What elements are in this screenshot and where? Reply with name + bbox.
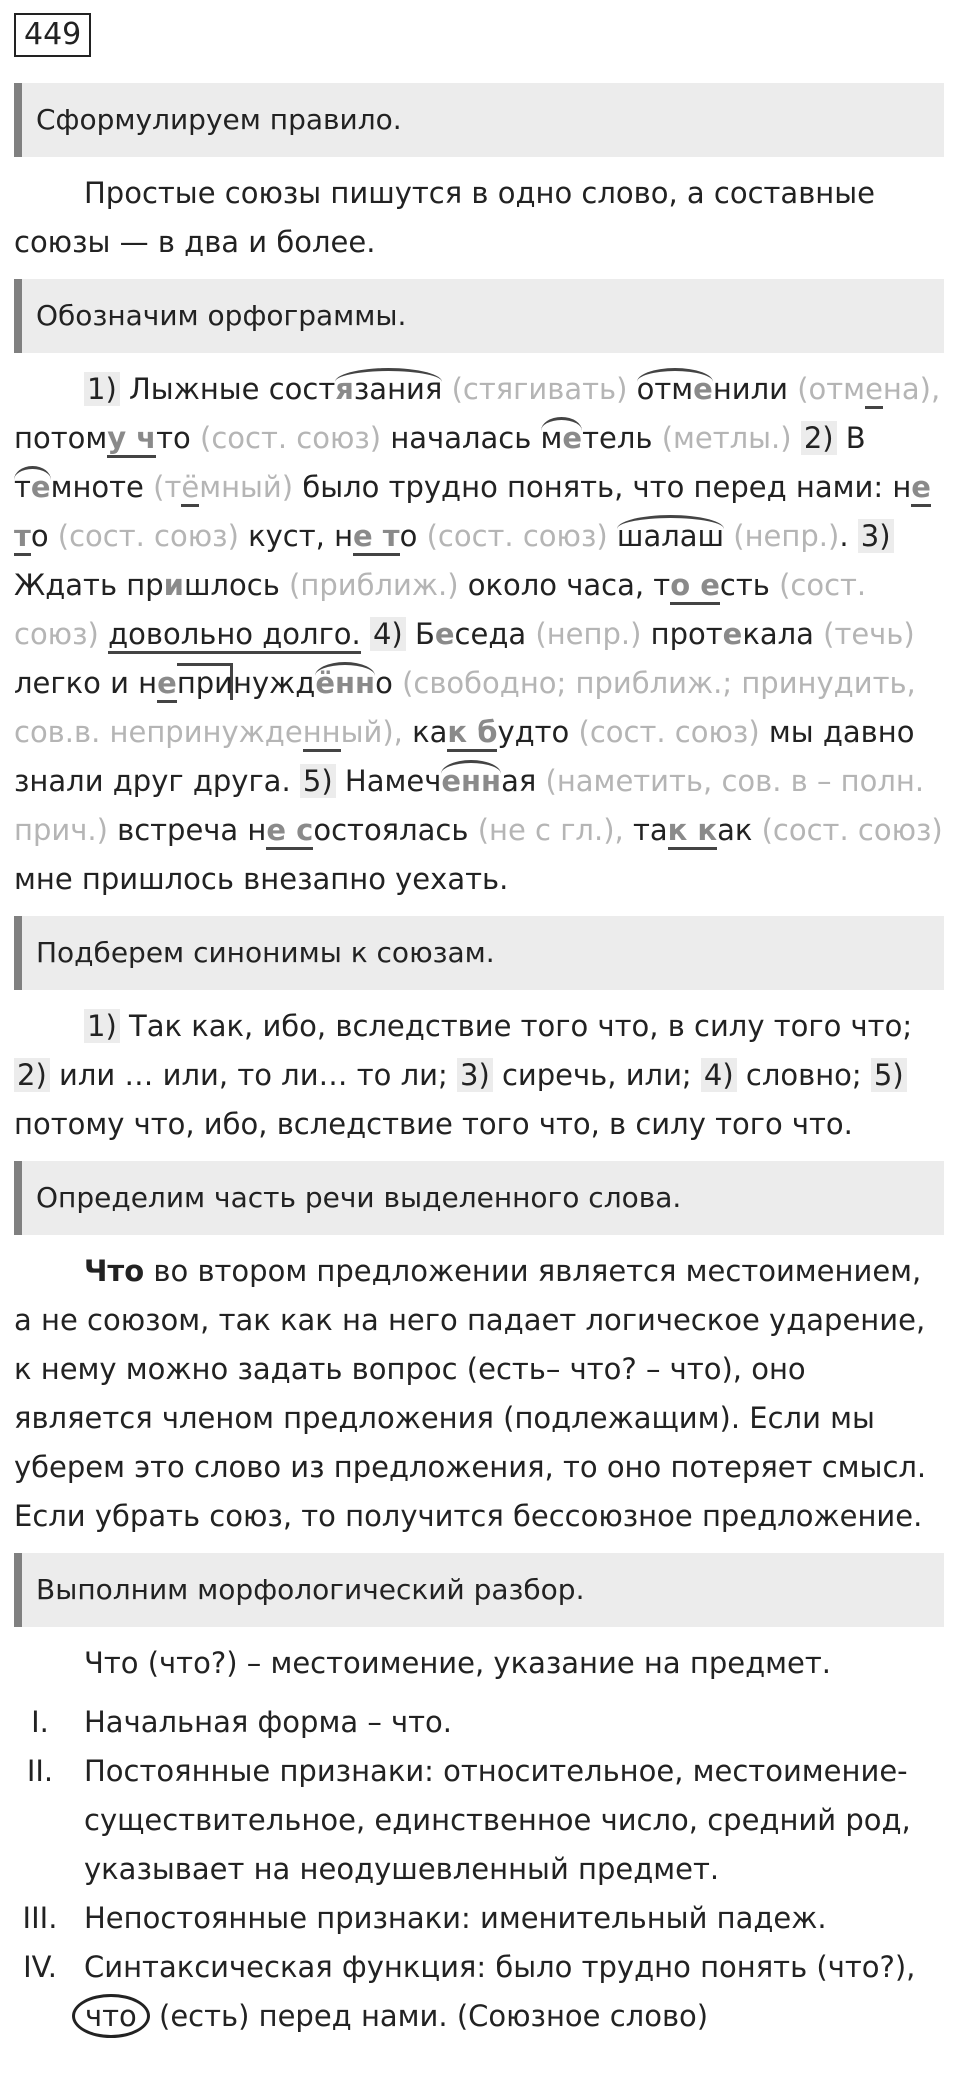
word-part: потом — [14, 421, 108, 455]
hint: (сост. союз) — [200, 421, 382, 455]
section-ortho-title: Обозначим орфограммы. — [14, 279, 944, 353]
morph-item — [14, 1943, 944, 2041]
root-mark — [637, 368, 713, 406]
morph-item-text: Непостоянные признаки: именительный падеж. — [84, 1901, 827, 1935]
word: началась — [390, 421, 532, 455]
hint-part: (т — [153, 470, 182, 504]
word-part: м — [540, 421, 563, 455]
hint — [110, 715, 403, 752]
hint: (непр.) — [733, 519, 840, 553]
hint: (течь) — [823, 617, 915, 651]
morph-item — [14, 1894, 944, 1943]
text: довольно долго. — [108, 617, 361, 654]
pos-explanation: во втором предложении является местоимением, а не союзом, так как на него падает логическое ударение, к нему можно задать вопрос (есть– что? – что), оно является членом предложения (подлежащим). Если мы уберем это слово из предложения, то оно потеряет смысл. Если убрать союз, то получится бессоюзное предложение. — [14, 1254, 927, 1533]
hint-part: на), — [882, 372, 941, 406]
morph-intro: Что (что?) – местоимение, указание на предмет. — [84, 1646, 831, 1680]
word-part: отм — [636, 372, 694, 406]
orthogram-letter: т — [14, 519, 31, 556]
hint: (стягивать) — [451, 372, 628, 406]
word-part: о — [375, 666, 393, 700]
word-part: н — [247, 813, 267, 847]
root-mark — [14, 466, 51, 504]
circled-word: что — [72, 1994, 150, 2038]
root-mark — [541, 417, 583, 455]
word-part: Б — [414, 617, 435, 651]
word-part: ак — [717, 813, 753, 847]
synonym-group: Так как, ибо, вследствие того что, в силу того что; — [128, 1009, 913, 1043]
section-synonyms-title: Подберем синонимы к союзам. — [14, 916, 944, 990]
hint-letter: ё — [181, 470, 199, 507]
hint-part: непринужде — [109, 715, 303, 749]
roman-numeral: IV. — [23, 1950, 57, 1984]
rule-text: Простые союзы пишутся в одно слово, а составные союзы — в два и более. — [14, 176, 875, 259]
word-part: о — [399, 519, 418, 553]
word-part: седа — [454, 617, 527, 651]
morph-list — [14, 1698, 944, 2041]
word-part: тель — [582, 421, 653, 455]
synonym-group: словно; — [745, 1058, 862, 1092]
word-part: остоялась — [313, 813, 469, 847]
roman-numeral: II. — [26, 1754, 54, 1788]
hint: (не с гл.), — [477, 813, 624, 847]
word-part: Лыжные сост — [128, 372, 336, 406]
hint: (сост. союз) — [578, 715, 760, 749]
text: мы давно знали друг друга. — [14, 715, 915, 798]
orthogram-letter: и — [163, 568, 184, 602]
word-part: Намеч — [344, 764, 442, 798]
word-part: зания — [353, 372, 443, 406]
text: мне пришлось внезапно уехать. — [14, 862, 509, 896]
orthogram-letter: е — [434, 617, 455, 651]
sentence-number: 2) — [14, 1058, 50, 1092]
page — [14, 10, 944, 2041]
orthogram-letter: е — [562, 421, 583, 455]
orthogram-letter: ённ — [315, 662, 375, 700]
word-part: та — [632, 813, 668, 847]
orthogram-letter: к к — [668, 813, 717, 850]
hint: (сост. союз) — [761, 813, 943, 847]
orthogram-letter: е — [441, 764, 461, 798]
hint-letter: е — [865, 372, 883, 409]
prefix-mark: при — [177, 663, 233, 700]
word-part: ая — [501, 764, 537, 798]
sentence-number: 5) — [871, 1058, 907, 1092]
hint: (метлы.) — [661, 421, 792, 455]
word-part: мноте — [50, 470, 144, 504]
word-part: ка — [412, 715, 448, 749]
orthogram-letter: о е — [670, 568, 720, 605]
section-rule-title: Сформулируем правило. — [14, 83, 944, 157]
orthogram-letter: нн — [461, 764, 502, 798]
orthogram-letter: е — [30, 470, 51, 504]
hint-part: ый), — [340, 715, 403, 749]
root-mark: шалаш — [617, 515, 724, 553]
morph-item-text: (есть) перед нами. (Союзное слово) — [159, 1999, 709, 2033]
word-part: удто — [497, 715, 570, 749]
section-pos-title: Определим часть речи выделенного слова. — [14, 1161, 944, 1235]
word-part: то — [156, 421, 191, 455]
orthogram-letter: е с — [266, 813, 313, 850]
pos-text — [14, 1247, 944, 1541]
text: шлось — [183, 568, 280, 602]
hint: (сост. союз) — [14, 568, 867, 651]
orthogram-letter: е — [722, 617, 743, 651]
sentence-number: 4) — [701, 1058, 737, 1092]
morph-item — [14, 1698, 944, 1747]
hint: (свободно; приближ.; принудить, сов.в. — [14, 666, 916, 749]
morph-item-text: Синтаксическая функция: было трудно понять (что?), — [84, 1950, 916, 1984]
text: около часа, — [467, 568, 645, 602]
synonyms-text — [14, 1002, 944, 1149]
task-number: 449 — [14, 13, 91, 57]
roman-numeral: I. — [31, 1705, 49, 1739]
root-mark — [441, 760, 501, 798]
text: встреча — [117, 813, 239, 847]
morph-item-text: Начальная форма – что. — [84, 1705, 453, 1739]
text: куст, — [248, 519, 325, 553]
word-part: нили — [712, 372, 789, 406]
word-part: т — [14, 470, 31, 504]
word-part: н — [334, 519, 354, 553]
word-part: кала — [742, 617, 814, 651]
orthogram-letter: е — [693, 372, 713, 406]
hint: (непр.) — [535, 617, 642, 651]
word-part: о — [30, 519, 49, 553]
word-part: нужд — [233, 666, 316, 700]
orthogram-letter: у ч — [107, 421, 156, 458]
hint — [153, 470, 293, 507]
word-part: т — [653, 568, 671, 602]
morph-item-text: Постоянные признаки: относительное, местоимение-существительное, единственное число, средний род, указывает на неодушевленный предмет. — [84, 1754, 911, 1886]
section-morph-title: Выполним морфологический разбор. — [14, 1553, 944, 1627]
orthogram-letter: е — [911, 470, 931, 507]
sentence-number: 2) — [801, 421, 837, 455]
text: Ждать пр — [14, 568, 164, 602]
text: было трудно понять, что перед нами: — [302, 470, 884, 504]
highlighted-word: Что — [84, 1254, 145, 1288]
hint-part: (отм — [797, 372, 866, 406]
hint: (приближ.) — [289, 568, 459, 602]
text: легко и — [14, 666, 129, 700]
orthogram-letter: к б — [447, 715, 497, 752]
synonym-group: сиречь, или; — [501, 1058, 692, 1092]
orthogram-letter: е — [157, 666, 177, 703]
word-part: н — [892, 470, 912, 504]
word-part: н — [138, 666, 158, 700]
morph-item — [14, 1747, 944, 1894]
sentence-number: 1) — [84, 1009, 120, 1043]
sentence-number: 4) — [370, 617, 406, 651]
synonym-group: или … или, то ли… то ли; — [58, 1058, 448, 1092]
word-part: прот — [650, 617, 723, 651]
sentence-number: 1) — [84, 372, 120, 406]
text: В — [845, 421, 866, 455]
roman-numeral: III. — [22, 1901, 58, 1935]
sentence-number: 5) — [300, 764, 336, 798]
orthogram-letter: я — [335, 372, 354, 406]
hint: (сост. союз) — [57, 519, 239, 553]
hint: (наметить, сов. в – полн. прич.) — [14, 764, 925, 847]
word-part: сть — [719, 568, 770, 602]
hint-letter: нн — [303, 715, 341, 752]
hint: (сост. союз) — [426, 519, 608, 553]
orthogram-letter: е т — [353, 519, 400, 556]
ortho-text: 1) Лыжные состязания (стягивать) отменили (отмена), потому что (сост. союз) началась метель (метлы.) 2) В темноте (тёмный) было трудно понять, что перед нами: не то (сост. союз) куст, не то (сост. союз) шалаш (непр.). 3) Ждать пришлось (приближ.) около часа, то есть (сост. союз) довольно долго. 4) Беседа (непр.) протекала (течь) легко и непринуждённо (свободно; приближ.; принудить, сов.в. непринужденный), как будто (сост. союз) мы давно знали друг друга. 5) Намеченная (наметить, сов. в – полн. прич.) встреча не состоялась (не с гл.), так как (сост. союз) мне пришлось внезапно уехать. — [14, 365, 944, 904]
root-mark — [335, 368, 442, 406]
sentence-number: 3) — [858, 519, 894, 553]
sentence-number: 3) — [457, 1058, 493, 1092]
synonym-group: потому что, ибо, вследствие того что, в силу того что. — [14, 1107, 853, 1141]
hint-part: мный) — [199, 470, 294, 504]
hint — [797, 372, 940, 409]
